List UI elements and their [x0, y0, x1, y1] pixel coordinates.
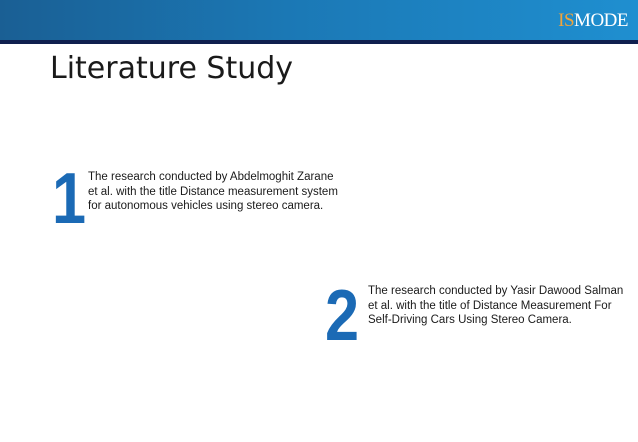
logo-mode-text: MODE — [574, 10, 628, 31]
item-number-2: 2 — [325, 276, 360, 356]
item-text-2: The research conducted by Yasir Dawood Salman et al. with the title of Distance Measurement For Self-Driving Cars Using Stereo Camera. — [368, 285, 624, 326]
logo-is-text: IS — [558, 10, 575, 31]
ismode-logo — [558, 10, 628, 32]
slide-title: Literature Study — [50, 51, 294, 86]
item-text-1: The research conducted by Abdelmoghit Zarane et al. with the title Distance measurement system for autonomous vehicles using stereo camera. — [88, 171, 338, 212]
header-bar — [0, 0, 638, 40]
header-divider — [0, 40, 638, 44]
item-number-1: 1 — [52, 159, 87, 239]
